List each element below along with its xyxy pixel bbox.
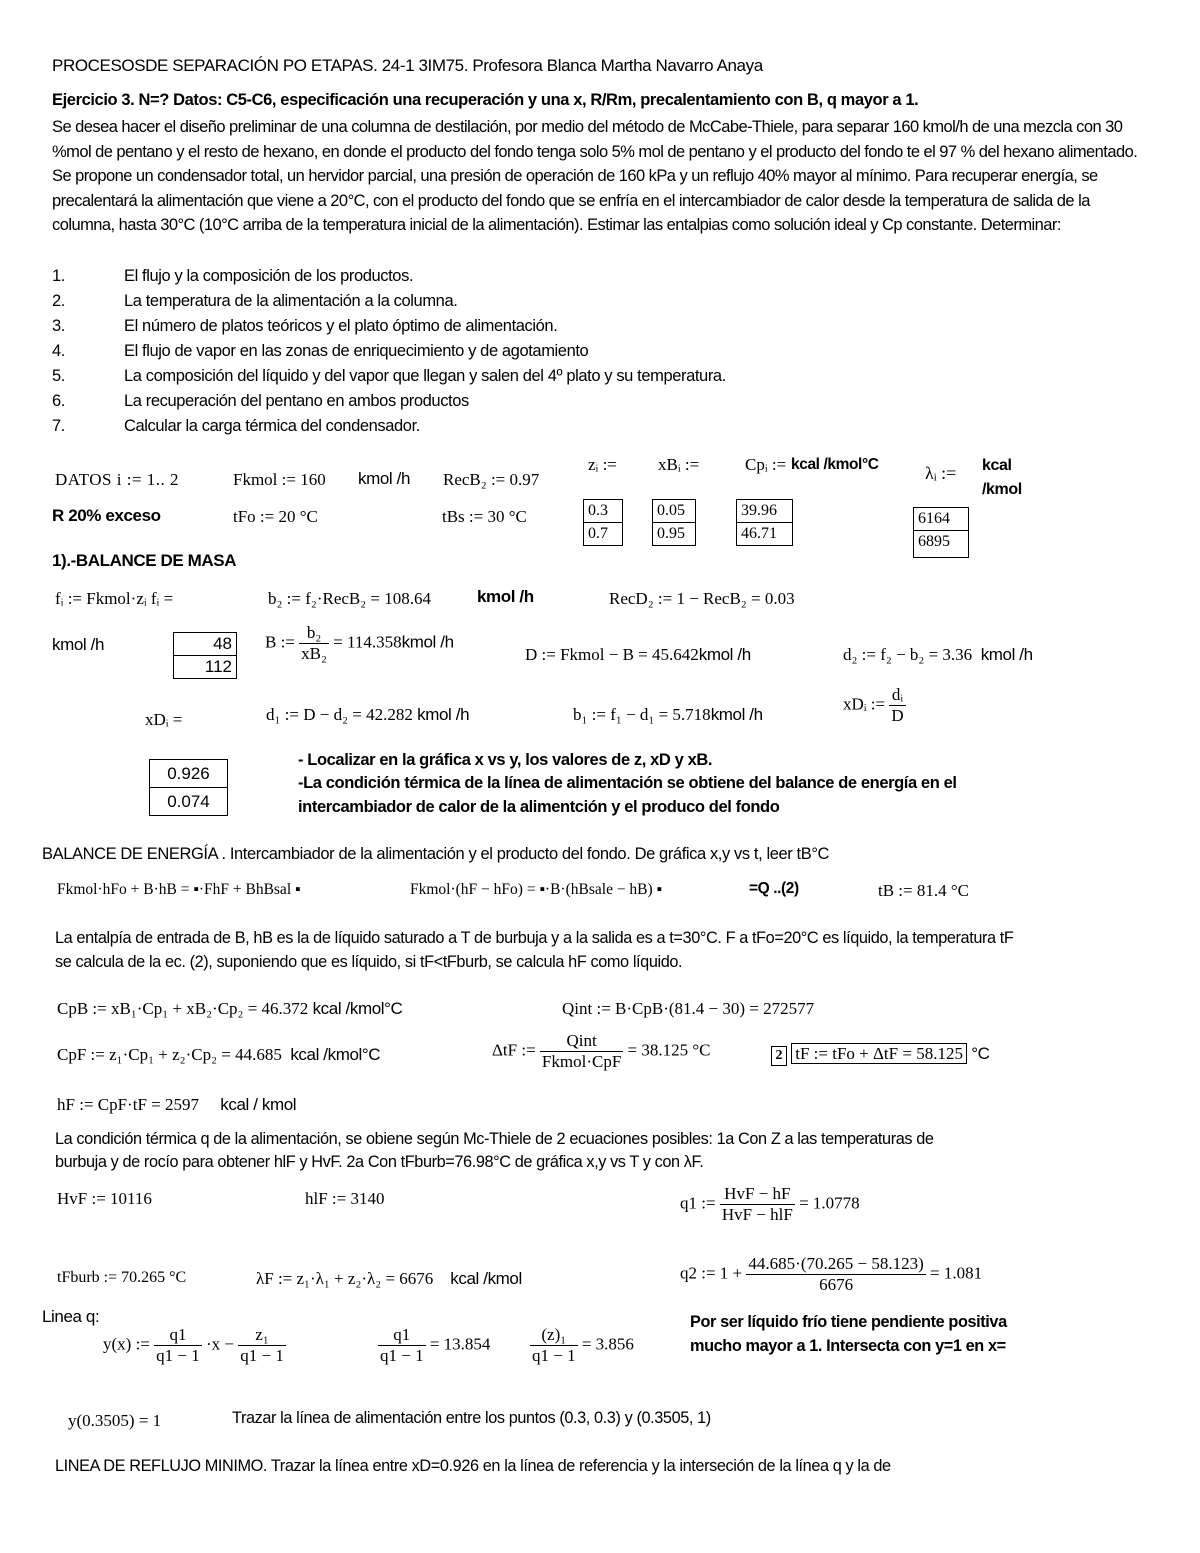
equation-tag: 2 xyxy=(771,1046,787,1066)
dtf-lhs: ΔtF := xyxy=(492,1040,536,1060)
cp-value: 46.71 xyxy=(741,525,777,542)
yx-f2-denominator: q1 − 1 xyxy=(240,1346,284,1365)
intercept-denominator: q1 − 1 xyxy=(532,1346,576,1365)
task-number: 3. xyxy=(52,317,65,335)
cp-label: Cpᵢ := xyxy=(745,455,787,474)
intercept-fraction xyxy=(530,1325,578,1366)
xd-label: xDᵢ = xyxy=(145,710,183,729)
z-matrix xyxy=(583,499,623,546)
section-balance-energia: BALANCE DE ENERGÍA . Intercambiador de la alimentación y el producto del fondo. De gráfica x,y vs t, leer tB°C xyxy=(42,845,830,863)
xb-label: xBᵢ := xyxy=(658,455,700,474)
hf-def xyxy=(57,1095,296,1115)
lambda-matrix xyxy=(913,507,969,558)
b-lhs: B := xyxy=(265,632,295,652)
yx-fraction-1 xyxy=(154,1325,202,1366)
b1-def xyxy=(573,705,763,725)
energy-paragraph: La entalpía de entrada de B, hB es la de líquido saturado a T de burbuja y a la salida es a t=30°C. F a tFo=20°C es líquido, la temperatura tF se calcula de la ec. (2), suponiendo que es líquido, si tF<tFburb, se calcula hF como líquido. xyxy=(55,929,1014,971)
b-def xyxy=(265,623,454,664)
intercept-rhs: = 3.856 xyxy=(581,1334,634,1354)
lf-unit: kcal /kmol xyxy=(450,1269,522,1288)
recd-def: RecD₂ := 1 − RecB₂ = 0.03 xyxy=(609,589,795,608)
tbs-def: tBs := 30 °C xyxy=(442,507,527,526)
d1-def xyxy=(266,705,469,725)
q1-fraction xyxy=(720,1184,795,1225)
task-text: La recuperación del pentano en ambos productos xyxy=(124,392,469,410)
tfburb-def: tFburb := 70.265 °C xyxy=(57,1269,187,1286)
tf-def xyxy=(771,1044,989,1066)
problem-statement: Se desea hacer el diseño preliminar de una columna de destilación, por medio del método de McCabe-Thiele, para separar 160 kmol/h de una mezcla con 30 %mol de pentano y el resto de hexano, en donde el producto del fondo tenga solo 5% mol de pentano y el producto del fondo te el 97 % del hexano alimentado. Se propone un condensador total, un hervidor parcial, una presión de operación de 160 kPa y un reflujo 40% mayor al mínimo. Para recuperar energía, se precalentará la alimentación que viene a 20°C, con el producto del fondo que se enfría en el intercambiador de calor desde la temperatura de salida de la columna, hasta 30°C (10°C arriba de la temperatura inicial de la alimentación). Estimar las entalpias como solución ideal y Cp constante. Determinar: xyxy=(52,118,1138,234)
energy-eq-2: Fkmol·(hF − hFo) = ▪·B·(hBsale − hB) ▪ xyxy=(410,881,663,898)
energy-eq-1: Fkmol·hFo + B·hB = ▪·FhF + BhBsal ▪ xyxy=(57,881,301,898)
yx-f1-numerator: q1 xyxy=(154,1325,202,1346)
note-intercambiador: intercambiador de calor de la alimentción y el produco del fondo xyxy=(298,798,780,816)
xdi-def xyxy=(843,685,906,726)
hlf-def: hlF := 3140 xyxy=(305,1189,385,1208)
note-condicion: -La condición térmica de la línea de alimentación se obtiene del balance de energía en el xyxy=(298,774,957,792)
dtf-rhs: = 38.125 °C xyxy=(627,1040,711,1060)
xd-value: 0.074 xyxy=(167,792,210,811)
d2-def xyxy=(843,645,1033,665)
xb-matrix xyxy=(652,499,696,546)
q1-lhs: q1 := xyxy=(680,1193,716,1213)
trazar-linea: Trazar la línea de alimentación entre los puntos (0.3, 0.3) y (0.3505, 1) xyxy=(232,1409,711,1427)
b2-unit: kmol /h xyxy=(477,587,534,606)
q1-denominator: HvF − hlF xyxy=(721,1205,793,1224)
cpf-unit: kcal /kmol°C xyxy=(290,1045,381,1064)
slope-def xyxy=(378,1325,490,1366)
tf-unit: °C xyxy=(971,1044,990,1063)
hf-eq: hF := CpF·tF = 2597 xyxy=(57,1095,199,1114)
task-number: 2. xyxy=(52,292,65,310)
dtf-denominator: Fkmol·CpF xyxy=(541,1052,622,1071)
task-text: El flujo de vapor en las zonas de enriquecimiento y de agotamiento xyxy=(124,342,589,360)
exercise-title: Ejercicio 3. N=? Datos: C5-C6, especificación una recuperación y una x, R/Rm, precalentamiento con B, q mayor a 1. xyxy=(52,91,919,109)
xd-value: 0.926 xyxy=(150,760,227,788)
slope-rhs: = 13.854 xyxy=(429,1334,491,1354)
z-value: 0.7 xyxy=(588,525,608,542)
fi-unit: kmol /h xyxy=(52,635,104,654)
yx-lhs: y(x) := xyxy=(103,1334,150,1354)
q2-denominator: 6676 xyxy=(819,1275,854,1294)
d-unit: kmol /h xyxy=(698,645,751,664)
b2-def: b₂ := f₂·RecB₂ = 108.64 xyxy=(268,589,432,608)
task-number: 6. xyxy=(52,392,65,410)
cp-unit: kcal /kmol°C xyxy=(791,456,879,473)
yx-def xyxy=(103,1325,286,1366)
d-eq: D := Fkmol − B = 45.642 xyxy=(525,645,699,664)
lambda-unit: /kmol xyxy=(982,481,1022,498)
xdi-fraction xyxy=(889,685,905,726)
cpf-def xyxy=(57,1045,380,1065)
section-balance-masa: 1).-BALANCE DE MASA xyxy=(52,551,237,570)
linea-reflujo-minimo: LINEA DE REFLUJO MINIMO. Trazar la línea entre xD=0.926 en la línea de referencia y la interseción de la línea q y la de xyxy=(55,1457,891,1475)
fkmol-def: Fkmol := 160 xyxy=(233,470,326,489)
q1-rhs: = 1.0778 xyxy=(799,1193,860,1213)
cp-matrix xyxy=(736,499,793,546)
r-exceso: R 20% exceso xyxy=(52,506,161,525)
energy-eq-3: =Q ..(2) xyxy=(749,880,799,897)
q2-fraction xyxy=(746,1254,925,1295)
lambda-value: 6164 xyxy=(914,508,968,531)
d-def xyxy=(525,645,751,665)
hvf-def: HvF := 10116 xyxy=(57,1189,152,1208)
xb-value: 0.05 xyxy=(653,500,695,523)
yx-mid: ·x − xyxy=(205,1334,234,1354)
datos-label: DATOS i := 1.. 2 xyxy=(55,470,180,489)
xdi-numerator: dᵢ xyxy=(889,685,905,706)
lf-eq: λF := z₁·λ₁ + z₂·λ₂ = 6676 xyxy=(256,1269,434,1288)
task-text: El flujo y la composición de los productos. xyxy=(124,267,414,285)
tb-def: tB := 81.4 °C xyxy=(878,881,970,900)
q2-rhs: = 1.081 xyxy=(929,1263,983,1283)
b-unit: kmol /h xyxy=(401,632,454,652)
yx-f2-numerator: z₁ xyxy=(238,1325,286,1346)
y-eval: y(0.3505) = 1 xyxy=(68,1411,162,1430)
d1-eq: d₁ := D − d₂ = 42.282 xyxy=(266,705,413,724)
dtf-numerator: Qint xyxy=(540,1031,623,1052)
b-denominator: xB₂ xyxy=(301,644,327,663)
task-number: 4. xyxy=(52,342,65,360)
cpf-eq: CpF := z₁·Cp₁ + z₂·Cp₂ = 44.685 xyxy=(57,1045,282,1064)
b-numerator: b₂ xyxy=(299,623,329,644)
b1-eq: b₁ := f₁ − d₁ = 5.718 xyxy=(573,705,711,724)
tfo-def: tFo := 20 °C xyxy=(233,507,318,526)
f-matrix xyxy=(173,632,237,679)
recb-def: RecB₂ := 0.97 xyxy=(443,470,540,489)
page-title: PROCESOSDE SEPARACIÓN PO ETAPAS. 24-1 3IM75. Profesora Blanca Martha Navarro Anaya xyxy=(52,56,763,75)
xd-matrix xyxy=(149,759,228,816)
q2-lhs: q2 := 1 + xyxy=(680,1263,743,1283)
q2-numerator: 44.685·(70.265 − 58.123) xyxy=(748,1254,924,1273)
task-number: 7. xyxy=(52,417,65,435)
xdi-denominator: D xyxy=(891,706,904,725)
z-value: 0.3 xyxy=(584,500,622,523)
fkmol-unit: kmol /h xyxy=(358,469,410,488)
lambda-unit: kcal xyxy=(982,457,1012,474)
slope-denominator: q1 − 1 xyxy=(380,1346,424,1365)
f-value: 112 xyxy=(204,657,232,676)
dtf-def xyxy=(492,1031,711,1072)
linea-q-label: Linea q: xyxy=(42,1307,100,1326)
note-pendiente: Por ser líquido frío tiene pendiente positiva xyxy=(690,1313,1007,1331)
cpb-unit: kcal /kmol°C xyxy=(312,999,403,1018)
b1-unit: kmol /h xyxy=(710,705,763,724)
f-value: 48 xyxy=(174,633,236,656)
tf-eq: tF := tFo + ΔtF = 58.125 xyxy=(791,1043,967,1064)
b-fraction xyxy=(299,623,329,664)
note-localizar: - Localizar en la gráfica x vs y, los valores de z, xD y xB. xyxy=(298,751,713,769)
fi-def: fᵢ := Fkmol·zᵢ fᵢ = xyxy=(55,589,174,608)
intercept-numerator: (z)₁ xyxy=(530,1325,578,1346)
task-text: La composición del líquido y del vapor que llegan y salen del 4º plato y su temperatura. xyxy=(124,367,726,385)
q-paragraph: La condición térmica q de la alimentación, se obiene según Mc-Thiele de 2 ecuaciones posibles: 1a Con Z a las temperaturas de burbuja y de rocío para obtener hlF y HvF. 2a Con tFburb=76.98°C de gráfica x,y vs T y con λF. xyxy=(55,1130,934,1171)
b-rhs: = 114.358 xyxy=(333,632,402,652)
task-text: Calcular la carga térmica del condensador. xyxy=(124,417,420,435)
d2-eq: d₂ := f₂ − b₂ = 3.36 xyxy=(843,645,973,664)
qint-def: Qint := B·CpB·(81.4 − 30) = 272577 xyxy=(562,999,815,1018)
note-intersecta: mucho mayor a 1. Intersecta con y=1 en x= xyxy=(690,1337,1006,1355)
hf-unit: kcal / kmol xyxy=(220,1095,297,1114)
task-text: La temperatura de la alimentación a la columna. xyxy=(124,292,458,310)
task-number: 1. xyxy=(52,267,65,285)
z-label: zᵢ := xyxy=(588,455,617,474)
yx-fraction-2 xyxy=(238,1325,286,1366)
cp-value: 39.96 xyxy=(737,500,792,523)
lambda-value: 6895 xyxy=(918,533,950,550)
q1-numerator: HvF − hF xyxy=(720,1184,795,1205)
yx-f1-denominator: q1 − 1 xyxy=(156,1346,200,1365)
task-number: 5. xyxy=(52,367,65,385)
q1-def xyxy=(680,1184,860,1225)
intercept-def xyxy=(530,1325,634,1366)
q2-def xyxy=(680,1254,982,1295)
xdi-lhs: xDᵢ := xyxy=(843,694,886,714)
slope-fraction xyxy=(378,1325,426,1366)
task-text: El número de platos teóricos y el plato óptimo de alimentación. xyxy=(124,317,558,335)
xb-value: 0.95 xyxy=(657,525,685,542)
cpb-eq: CpB := xB₁·Cp₁ + xB₂·Cp₂ = 46.372 xyxy=(57,999,309,1018)
d2-unit: kmol /h xyxy=(980,645,1033,664)
d1-unit: kmol /h xyxy=(417,705,470,724)
dtf-fraction xyxy=(540,1031,623,1072)
cpb-def xyxy=(57,999,402,1019)
lf-def xyxy=(256,1269,522,1289)
slope-numerator: q1 xyxy=(378,1325,426,1346)
lambda-label: λᵢ := xyxy=(925,463,957,483)
